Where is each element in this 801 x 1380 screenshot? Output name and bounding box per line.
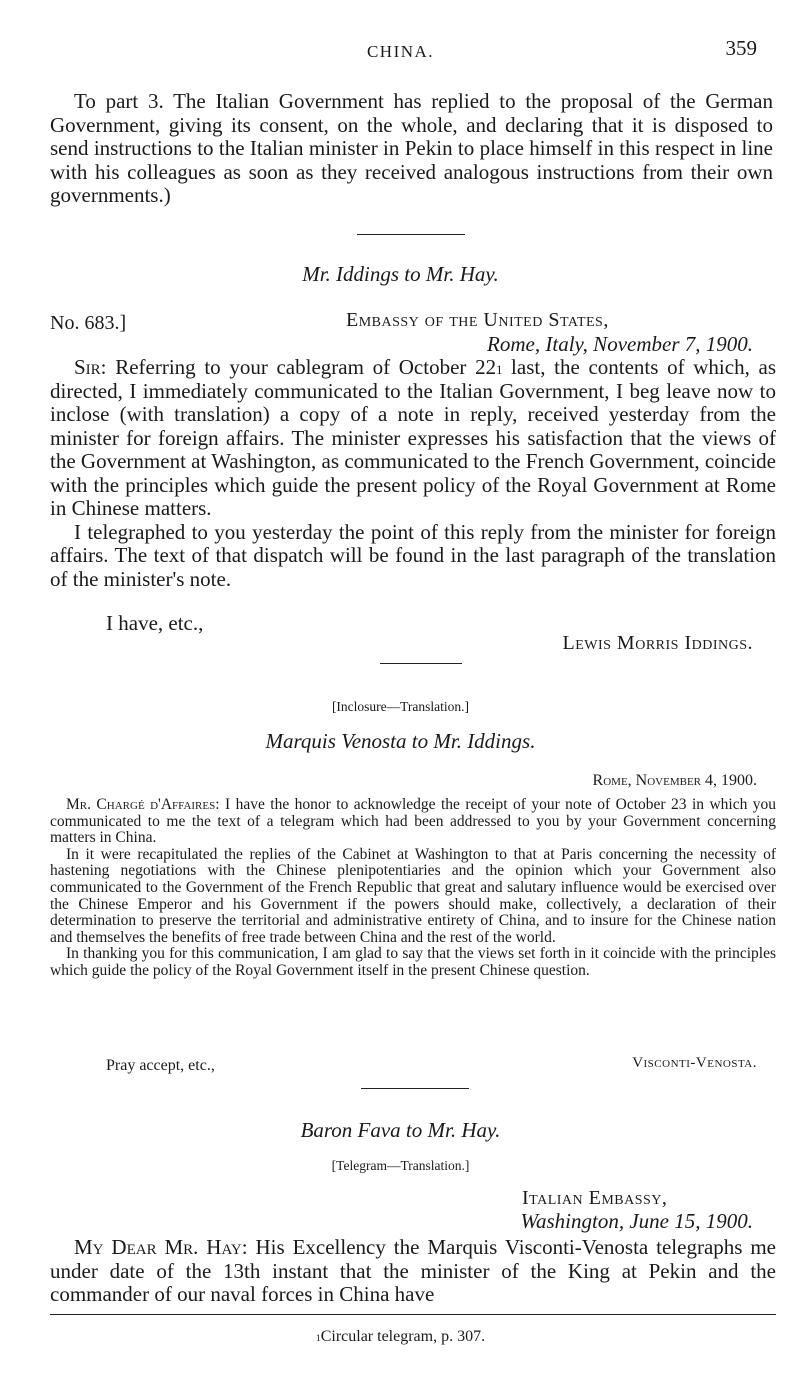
letter2-place-date: Washington, June 15, 1900. <box>520 1209 753 1233</box>
letter2-heading: Baron Fava to Mr. Hay. <box>300 1118 501 1142</box>
intro-paragraph: To part 3. The Italian Government has replied to the proposal of the German Government, giving its consent, on the whole, and declaring that it is disposed to send instructions to the Italian minister in Pekin to place himself in this respect in line with his colleagues as soon as they received analogous instructions from their own governments.) <box>50 89 773 207</box>
letter2-paragraph-1: My Dear Mr. Hay: His Excellency the Marquis Visconti-Venosta telegraphs me under date of the 13th instant that the minister of the King at Pekin and the commander of our naval forces in China have <box>50 1235 776 1306</box>
letter1-body <box>50 356 776 591</box>
enclosure-paragraph-3: In thanking you for this communication, I am glad to say that the views set forth in it coincide with the principles which guide the policy of the Royal Government itself in the present Chinese question. <box>50 945 776 979</box>
running-title: CHINA. <box>366 42 435 61</box>
letter2-body <box>50 1236 776 1307</box>
letter1-number: No. 683.] <box>50 312 127 334</box>
enclosure-paragraph-1: Mr. Chargé d'Affaires: I have the honor to acknowledge the receipt of your note of October 23 in which you communicated to me the text of a telegram which had been addressed to you by your Government concerning matters in China. <box>50 796 777 847</box>
section-divider <box>361 1088 469 1089</box>
letter1-paragraph-1: Sir: Referring to your cablegram of October $22^1$ last, the contents of which, as directed, I immediately communicated to the Italian Government, I beg leave now to inclose (with translation) a copy of a note in reply, received yesterday from the minister for foreign affairs. The minister expresses his satisfaction that the views of the Government at Washington, as communicated to the French Government, coincide with the principles which guide the present policy of the Royal Government at Rome in Chinese matters. <box>50 355 776 520</box>
section-divider <box>380 663 462 664</box>
footnote-reference: 1 <box>496 363 503 377</box>
enclosure-place-date: Rome, November 4, 1900. <box>592 772 757 789</box>
section-divider <box>357 234 465 235</box>
enclosure-body <box>50 797 776 980</box>
letter1-heading: Mr. Iddings to Mr. Hay. <box>302 262 499 286</box>
enclosure-paragraph-2: In it were recapitulated the replies of the Cabinet at Washington to that at Paris concerning the necessity of hastening negotiations with the Chinese plenipotentiaries and the opinion which your Government also communicated to the Government of the French Republic that great and salutary influence would be exercised over the Chinese Emperor and his Government if the powers should make, collectively, a declaration of their determination to preserve the territorial and administrative entirety of China, and to insure for the Chinese nation and themselves the benefits of free trade between China and the rest of the world. <box>50 845 776 946</box>
enclosure-signature: Visconti-Venosta. <box>632 1055 757 1071</box>
enclosure-heading: Marquis Venosta to Mr. Iddings. <box>265 729 536 753</box>
letter1-closing: I have, etc., <box>106 611 204 635</box>
letter1-place-date: Rome, Italy, November 7, 1900. <box>487 332 753 356</box>
letter1-embassy: Embassy of the United States, <box>346 309 609 331</box>
letter1-paragraph-2: I telegraphed to you yesterday the point of this reply from the minister for foreign affairs. The text of that dispatch will be found in the last paragraph of the translation of the minister's note. <box>50 519 776 591</box>
letter2-label: [Telegram—Translation.] <box>331 1158 470 1173</box>
enclosure-closing: Pray accept, etc., <box>106 1057 215 1074</box>
letter2-embassy: Italian Embassy, <box>522 1187 668 1209</box>
enclosure-label: [Inclosure—Translation.] <box>331 699 470 714</box>
letter1-signature: Lewis Morris Iddings. <box>562 632 753 654</box>
footnote: $^1$Circular telegram, p. 307. <box>315 1328 486 1345</box>
page-number: 359 <box>725 36 757 60</box>
footnote-rule <box>50 1314 776 1315</box>
